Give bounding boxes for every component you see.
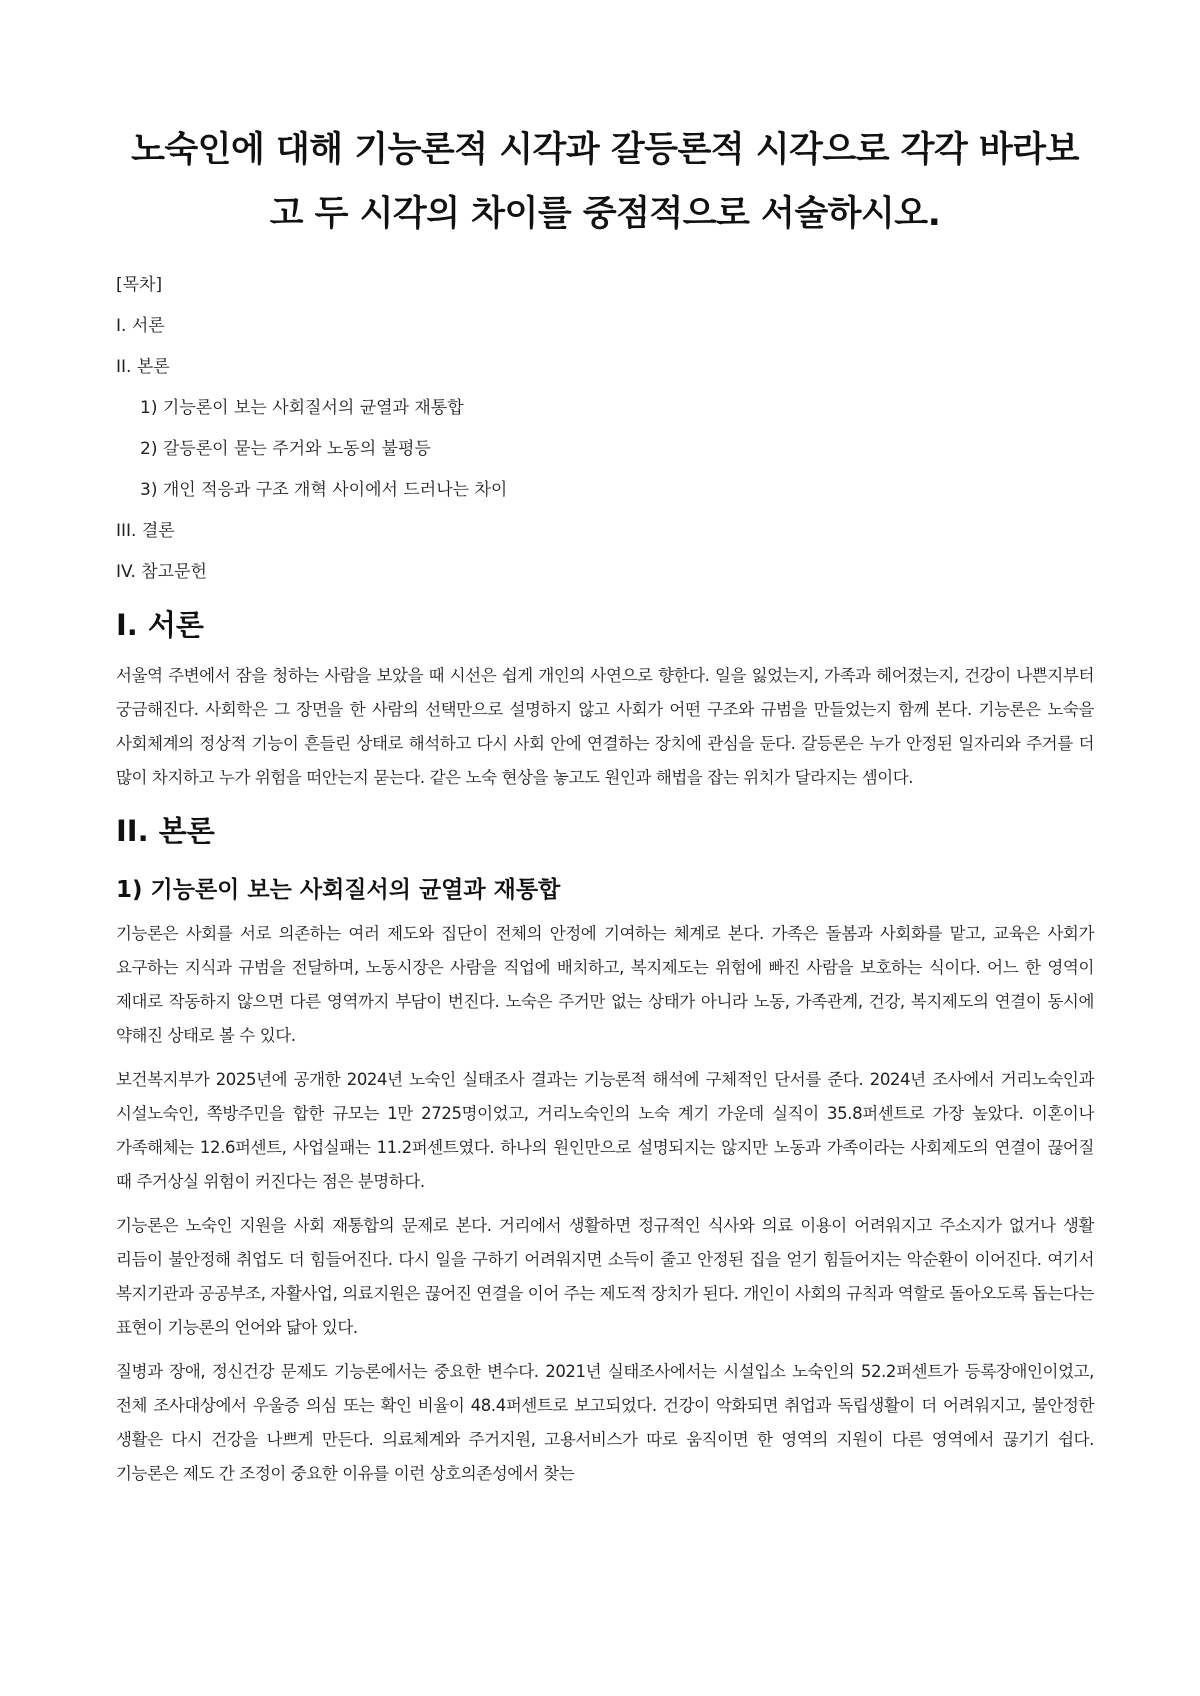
body-paragraph: 기능론은 사회를 서로 의존하는 여러 제도와 집단이 전체의 안정에 기여하는 체계로 본다. 가족은 돌봄과 사회화를 맡고, 교육은 사회가 요구하는 지식과 규범을 전달하며, 노동시장은 사람을 직업에 배치하고, 복지제도는 위험에 빠진 사람을 보호하는 식이다. 어느 한 영역이 제대로 작동하지 않으면 다른 영역까지 부담이 번진다. 노숙은 주거만 없는 상태가 아니라 노동, 가족관계, 건강, 복지제도의 연결이 동시에 약해진 상태로 볼 수 있다. bbox=[116, 924, 1094, 1045]
toc-subitem: 2) 갈등론이 묻는 주거와 노동의 불평등 bbox=[140, 439, 431, 459]
intro-paragraph: 서울역 주변에서 잠을 청하는 사람을 보았을 때 시선은 쉽게 개인의 사연으로 향한다. 일을 잃었는지, 가족과 헤어졌는지, 건강이 나쁜지부터 궁금해진다. 사회학은 그 장면을 한 사람의 선택만으로 설명하지 않고 사회가 어떤 구조와 규범을 만들었는지 함께 본다. 기능론은 노숙을 사회체계의 정상적 기능이 흔들린 상태로 해석하고 다시 사회 안에 연결하는 장치에 관심을 둔다. 갈등론은 누가 안정된 일자리와 주거를 더 많이 차지하고 누가 위험을 떠안는지 묻는다. 같은 노숙 현상을 놓고도 원인과 해법을 잡는 위치가 달라지는 셈이다. bbox=[116, 666, 1094, 787]
toc-subitem: 3) 개인 적응과 구조 개혁 사이에서 드러나는 차이 bbox=[140, 480, 508, 500]
toc-item: III. 결론 bbox=[116, 521, 175, 541]
toc-item: I. 서론 bbox=[116, 316, 165, 336]
section-heading: 1) 기능론이 보는 사회질서의 균열과 재통합 bbox=[116, 877, 561, 903]
document-title: 노숙인에 대해 기능론적 시각과 갈등론적 시각으로 각각 바라보고 두 시각의 차이를 중점적으로 서술하시오. bbox=[131, 130, 1079, 234]
intro-heading: I. 서론 bbox=[116, 608, 204, 642]
body-paragraph: 질병과 장애, 정신건강 문제도 기능론에서는 중요한 변수다. 2021년 실태조사에서는 시설입소 노숙인의 52.2퍼센트가 등록장애인이었고, 전체 조사대상에서 우울증 의심 또는 확인 비율이 48.4퍼센트로 보고되었다. 건강이 악화되면 취업과 독립생활이 더 어려워지고, 불안정한 생활은 다시 건강을 나쁘게 만든다. 의료체계와 주거지원, 고용서비스가 따로 움직이면 한 영역의 지원이 다른 영역에서 끊기기 쉽다. 기능론은 제도 간 조정이 중요한 이유를 이런 상호의존성에서 찾는 bbox=[116, 1362, 1094, 1483]
body-paragraph: 보건복지부가 2025년에 공개한 2024년 노숙인 실태조사 결과는 기능론적 해석에 구체적인 단서를 준다. 2024년 조사에서 거리노숙인과 시설노숙인, 쪽방주민을 합한 규모는 1만 2725명이었고, 거리노숙인의 노숙 계기 가운데 실직이 35.8퍼센트로 가장 높았다. 이혼이나 가족해체는 12.6퍼센트, 사업실패는 11.2퍼센트였다. 하나의 원인만으로 설명되지는 않지만 노동과 가족이라는 사회제도의 연결이 끊어질 때 주거상실 위험이 커진다는 점은 분명하다. bbox=[116, 1070, 1094, 1191]
table-of-contents bbox=[116, 274, 1094, 583]
body-paragraph: 기능론은 노숙인 지원을 사회 재통합의 문제로 본다. 거리에서 생활하면 정규적인 식사와 의료 이용이 어려워지고 주소지가 없거나 생활 리듬이 불안정해 취업도 더 힘들어진다. 다시 일을 구하기 어려워지면 소득이 줄고 안정된 집을 얻기 힘들어지는 악순환이 이어진다. 여기서 복지기관과 공공부조, 자활사업, 의료지원은 끊어진 연결을 이어 주는 제도적 장치가 된다. 개인이 사회의 규칙과 역할로 돌아오도록 돕는다는 표현이 기능론의 언어와 닮아 있다. bbox=[116, 1216, 1094, 1337]
document-page bbox=[116, 118, 1094, 1501]
body-heading: II. 본론 bbox=[116, 814, 215, 848]
toc-item: II. 본론 bbox=[116, 357, 170, 377]
toc-subitem: 1) 기능론이 보는 사회질서의 균열과 재통합 bbox=[140, 398, 464, 418]
toc-item: IV. 참고문헌 bbox=[116, 562, 207, 582]
toc-heading: [목차] bbox=[116, 275, 163, 295]
